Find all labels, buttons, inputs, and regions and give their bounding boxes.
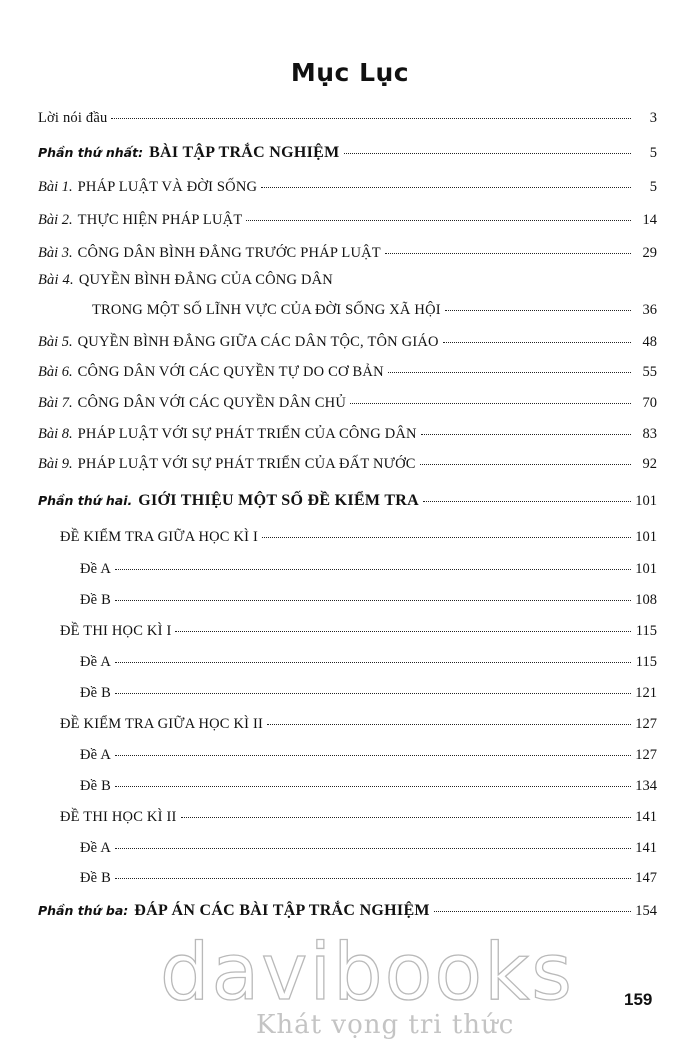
leader-dots <box>181 816 632 818</box>
toc-entry-text: Đề B <box>80 592 112 608</box>
toc-entry-page: 115 <box>635 654 657 670</box>
toc-entry-lesson-4-cont[interactable] <box>92 302 657 319</box>
toc-entry-text: CÔNG DÂN VỚI CÁC QUYỀN DÂN CHỦ <box>77 395 346 411</box>
toc-entry-text: Đề A <box>80 840 112 856</box>
toc-entry-text: Đề A <box>80 561 112 577</box>
toc-entry-text: ĐỀ KIỂM TRA GIỮA HỌC KÌ I <box>60 529 259 545</box>
leader-dots <box>115 692 631 694</box>
toc-entry-lesson-3[interactable] <box>38 245 657 262</box>
toc-entry-page: 92 <box>642 456 657 472</box>
toc-entry-midterm-2-b[interactable] <box>80 778 657 795</box>
toc-entry-prefix: Bài 3. <box>38 245 73 261</box>
toc-entry-lesson-1[interactable] <box>38 179 657 196</box>
toc-entry-page: 29 <box>642 245 657 261</box>
leader-dots <box>175 630 631 632</box>
leader-dots <box>115 785 631 787</box>
toc-entry-midterm-1-b[interactable] <box>80 592 657 609</box>
leader-dots <box>420 463 631 465</box>
toc-entry-text: Đề B <box>80 870 112 886</box>
toc-entry-prefix: Bài 5. <box>38 334 73 350</box>
leader-dots <box>246 219 631 221</box>
toc-entry-lesson-4[interactable] <box>38 272 333 289</box>
toc-entry-prefix: Bài 7. <box>38 395 73 411</box>
toc-entry-final-1-a[interactable] <box>80 654 657 671</box>
toc-entry-prefix: Bài 4. <box>38 272 74 288</box>
toc-entry-text: Đề B <box>80 778 112 794</box>
page-title: Mục Lục <box>290 58 410 87</box>
toc-entry-page: 127 <box>635 747 657 763</box>
toc-entry-lesson-5[interactable] <box>38 334 657 351</box>
toc-entry-page: 127 <box>635 716 657 732</box>
leader-dots <box>115 568 631 570</box>
leader-dots <box>421 433 631 435</box>
toc-entry-page: 83 <box>642 426 657 442</box>
toc-entry-final-2[interactable] <box>60 809 657 826</box>
toc-entry-text: ĐỀ KIỂM TRA GIỮA HỌC KÌ II <box>60 716 264 732</box>
toc-entry-page: 3 <box>649 110 657 126</box>
leader-dots <box>443 341 631 343</box>
toc-entry-part-3[interactable] <box>38 902 657 920</box>
toc-entry-lesson-9[interactable] <box>38 456 657 473</box>
leader-dots <box>115 661 631 663</box>
toc-entry-page: 101 <box>635 561 657 577</box>
toc-entry-text: ĐỀ THI HỌC KÌ II <box>60 809 177 825</box>
leader-dots <box>434 910 631 912</box>
toc-entry-prefix: Bài 2. <box>38 212 73 228</box>
toc-entry-text: THỰC HIỆN PHÁP LUẬT <box>77 212 243 228</box>
toc-entry-page: 5 <box>649 145 657 161</box>
leader-dots <box>115 847 631 849</box>
leader-dots <box>262 536 631 538</box>
leader-dots <box>115 599 631 601</box>
toc-entry-text: BÀI TẬP TRẮC NGHIỆM <box>149 144 340 161</box>
toc-entry-midterm-2[interactable] <box>60 716 657 733</box>
toc-entry-final-1-b[interactable] <box>80 685 657 702</box>
toc-entry-page: 5 <box>649 179 657 195</box>
leader-dots <box>261 186 631 188</box>
toc-entry-prefix: Bài 8. <box>38 426 73 442</box>
toc-entry-page: 101 <box>635 493 657 509</box>
toc-entry-prefix: Bài 1. <box>38 179 73 195</box>
leader-dots <box>388 371 631 373</box>
leader-dots <box>344 152 631 154</box>
toc-entry-page: 141 <box>635 809 657 825</box>
toc-entry-text: Lời nói đầu <box>38 110 108 126</box>
toc-entry-preface[interactable] <box>38 110 657 127</box>
toc-entry-page: 154 <box>635 903 657 919</box>
toc-entry-midterm-1-a[interactable] <box>80 561 657 578</box>
toc-entry-page: 36 <box>642 302 657 318</box>
toc-entry-text: PHÁP LUẬT VỚI SỰ PHÁT TRIỂN CỦA CÔNG DÂN <box>77 426 417 442</box>
leader-dots <box>111 117 631 119</box>
toc-entry-page: 141 <box>635 840 657 856</box>
toc-entry-page: 14 <box>642 212 657 228</box>
toc-entry-page: 70 <box>642 395 657 411</box>
toc-entry-prefix: Phần thứ nhất: <box>38 145 144 160</box>
leader-dots <box>350 402 631 404</box>
toc-entry-text: CÔNG DÂN BÌNH ĐẲNG TRƯỚC PHÁP LUẬT <box>77 245 381 261</box>
page-number: 159 <box>624 990 653 1009</box>
toc-entry-page: 121 <box>635 685 657 701</box>
leader-dots <box>385 252 631 254</box>
toc-entry-midterm-2-a[interactable] <box>80 747 657 764</box>
toc-entry-page: 48 <box>642 334 657 350</box>
toc-entry-page: 115 <box>635 623 657 639</box>
toc-entry-prefix: Bài 9. <box>38 456 73 472</box>
toc-entry-text: GIỚI THIỆU MỘT SỐ ĐỀ KIỂM TRA <box>138 492 420 509</box>
toc-entry-lesson-2[interactable] <box>38 212 657 229</box>
toc-entry-text: PHÁP LUẬT VÀ ĐỜI SỐNG <box>77 179 258 195</box>
watermark-logo: davibooks <box>160 928 574 1018</box>
toc-entry-page: 55 <box>642 364 657 380</box>
toc-entry-final-2-a[interactable] <box>80 840 657 857</box>
toc-entry-part-1[interactable] <box>38 144 657 162</box>
toc-entry-text: Đề A <box>80 747 112 763</box>
toc-entry-text: PHÁP LUẬT VỚI SỰ PHÁT TRIỂN CỦA ĐẤT NƯỚC <box>77 456 416 472</box>
toc-entry-page: 134 <box>635 778 657 794</box>
toc-entry-lesson-8[interactable] <box>38 426 657 443</box>
toc-entry-text: Đề A <box>80 654 112 670</box>
toc-entry-final-1[interactable] <box>60 623 657 640</box>
toc-entry-text: ĐỀ THI HỌC KÌ I <box>60 623 172 639</box>
toc-entry-lesson-6[interactable] <box>38 364 657 381</box>
toc-entry-text: Đề B <box>80 685 112 701</box>
toc-entry-part-2[interactable] <box>38 492 657 510</box>
toc-entry-prefix: Bài 6. <box>38 364 73 380</box>
toc-entry-page: 108 <box>635 592 657 608</box>
watermark-slogan: Khát vọng tri thức <box>256 1010 515 1040</box>
toc-entry-prefix: Phần thứ hai. <box>38 493 133 508</box>
toc-entry-page: 101 <box>635 529 657 545</box>
leader-dots <box>267 723 631 725</box>
toc-entry-page: 147 <box>635 870 657 886</box>
toc-entry-text: TRONG MỘT SỐ LĨNH VỰC CỦA ĐỜI SỐNG XÃ HỘI <box>92 302 441 318</box>
toc-entry-text: ĐÁP ÁN CÁC BÀI TẬP TRẮC NGHIỆM <box>134 902 430 919</box>
leader-dots <box>445 309 631 311</box>
toc-entry-final-2-b[interactable] <box>80 870 657 887</box>
toc-entry-prefix: Phần thứ ba: <box>38 903 129 918</box>
leader-dots <box>423 500 631 502</box>
toc-entry-text: QUYỀN BÌNH ĐẲNG CỦA CÔNG DÂN <box>78 272 333 288</box>
leader-dots <box>115 754 631 756</box>
leader-dots <box>115 877 631 879</box>
toc-entry-midterm-1[interactable] <box>60 529 657 546</box>
toc-entry-text: CÔNG DÂN VỚI CÁC QUYỀN TỰ DO CƠ BẢN <box>77 364 384 380</box>
toc-entry-lesson-7[interactable] <box>38 395 657 412</box>
toc-entry-text: QUYỀN BÌNH ĐẲNG GIỮA CÁC DÂN TỘC, TÔN GIÁO <box>77 334 439 350</box>
